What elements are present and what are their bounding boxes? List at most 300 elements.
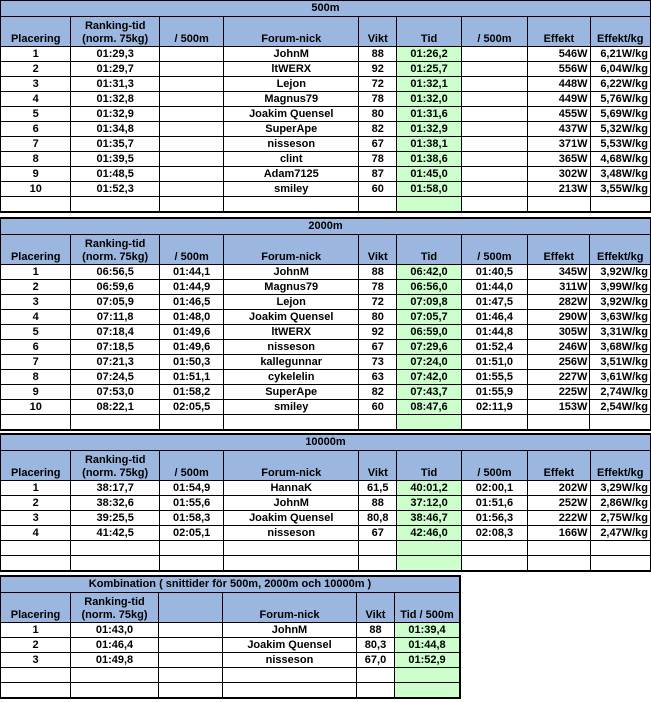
- cell-placering: 10: [1, 182, 71, 197]
- cell-pace: [159, 47, 223, 62]
- cell-tid: [397, 556, 461, 571]
- cell-placering: 3: [1, 77, 71, 92]
- cell-forum-nick: Joakim Quensel: [224, 107, 359, 122]
- cell-ranking: 07:18,5: [71, 340, 160, 355]
- cell-pace2: [461, 77, 527, 92]
- header-tid: Tid: [397, 17, 461, 47]
- cell-placering: 3: [1, 511, 71, 526]
- cell-vikt: 88: [359, 265, 397, 280]
- cell-placering: 3: [1, 295, 71, 310]
- table-500m: [0, 0, 651, 212]
- cell-tid: 07:09,8: [397, 295, 461, 310]
- cell-effekt-kg: 6,04W/kg: [590, 62, 650, 77]
- table-row: [1, 77, 651, 92]
- cell-ranking: [71, 197, 160, 212]
- cell-forum-nick: Lejon: [224, 77, 359, 92]
- header-vikt: Vikt: [359, 235, 397, 265]
- cell-forum-nick: Joakim Quensel: [224, 310, 359, 325]
- cell-forum-nick: [224, 541, 359, 556]
- header-vikt: Vikt: [359, 451, 397, 481]
- cell-tid: 01:38,6: [397, 152, 461, 167]
- cell-pace2: 01:52,4: [461, 340, 527, 355]
- cell-forum-nick: cykelelin: [224, 370, 359, 385]
- cell-pace2: [461, 556, 527, 571]
- cell-tid: 01:32,9: [397, 122, 461, 137]
- cell-effekt: 302W: [528, 167, 590, 182]
- table-row: [1, 340, 651, 355]
- cell-ranking: 07:18,4: [71, 325, 160, 340]
- cell-ranking: [71, 668, 159, 683]
- table-row: [1, 167, 651, 182]
- table-title: 2000m: [1, 219, 651, 235]
- cell-vikt: 67: [359, 340, 397, 355]
- table-row: [1, 137, 651, 152]
- cell-effekt: 227W: [528, 370, 590, 385]
- cell-pace: [159, 541, 223, 556]
- cell-placering: 1: [1, 265, 71, 280]
- cell-placering: [1, 668, 71, 683]
- cell-effekt-kg: 3,99W/kg: [590, 280, 651, 295]
- cell-effekt-kg: 2,54W/kg: [590, 400, 651, 415]
- table-row: [1, 385, 651, 400]
- cell-pace: [159, 167, 223, 182]
- cell-effekt: 455W: [528, 107, 590, 122]
- table-row: [1, 325, 651, 340]
- cell-pace2: 02:08,3: [461, 526, 527, 541]
- header-tid-per500: Tid / 500m: [395, 593, 460, 623]
- cell-vikt: 72: [359, 295, 397, 310]
- cell-placering: 6: [1, 340, 71, 355]
- table-row: [1, 182, 651, 197]
- cell-effekt-kg: 3,92W/kg: [590, 295, 651, 310]
- cell-tid: 07:24,0: [397, 355, 461, 370]
- cell-ranking: [71, 683, 159, 698]
- header-effekt-kg: Effekt/kg: [590, 451, 650, 481]
- cell-pace2: [461, 197, 527, 212]
- table-row: [1, 295, 651, 310]
- cell-pace2: 01:44,0: [461, 280, 527, 295]
- cell-placering: 4: [1, 526, 71, 541]
- cell-tid: 01:32,1: [397, 77, 461, 92]
- cell-ranking: 01:52,3: [71, 182, 160, 197]
- cell-ranking: 08:22,1: [71, 400, 160, 415]
- cell-ranking: 07:21,3: [71, 355, 160, 370]
- header-effekt-kg: Effekt/kg: [590, 235, 651, 265]
- cell-placering: [1, 541, 71, 556]
- cell-effekt: 437W: [528, 122, 590, 137]
- cell-effekt-kg: 3,61W/kg: [590, 370, 651, 385]
- cell-tid: [397, 415, 461, 430]
- table-row: [1, 541, 651, 556]
- cell-effekt: 166W: [528, 526, 590, 541]
- header-effekt: Effekt: [528, 235, 590, 265]
- cell-pace2: [461, 182, 527, 197]
- cell-pace: [159, 137, 223, 152]
- cell-ranking: 01:29,7: [71, 62, 160, 77]
- header-effekt-kg: Effekt/kg: [590, 17, 650, 47]
- cell-vikt: 88: [359, 496, 397, 511]
- cell-ranking: 07:05,9: [71, 295, 160, 310]
- cell-pace: [159, 556, 223, 571]
- cell-placering: 1: [1, 47, 71, 62]
- cell-forum-nick: Joakim Quensel: [224, 511, 359, 526]
- cell-tid-per500: 01:52,9: [395, 653, 460, 668]
- cell-ranking: 38:32,6: [71, 496, 160, 511]
- table-row: [1, 496, 651, 511]
- cell-effekt: 256W: [528, 355, 590, 370]
- cell-vikt: 67: [359, 137, 397, 152]
- cell-ranking: 01:32,8: [71, 92, 160, 107]
- cell-vikt: 92: [359, 62, 397, 77]
- header-tid: Tid: [397, 451, 461, 481]
- cell-pace2: [461, 107, 527, 122]
- cell-placering: [1, 683, 71, 698]
- table-row: [1, 107, 651, 122]
- cell-effekt: 252W: [528, 496, 590, 511]
- cell-effekt-kg: 5,69W/kg: [590, 107, 650, 122]
- table-row: [1, 481, 651, 496]
- cell-pace2: 01:51,6: [461, 496, 527, 511]
- header-ranking: Ranking-tid (norm. 75kg): [71, 17, 160, 47]
- cell-vikt: 78: [359, 92, 397, 107]
- cell-pace: [159, 62, 223, 77]
- cell-ranking: 41:42,5: [71, 526, 160, 541]
- header-ranking: Ranking-tid (norm. 75kg): [71, 451, 160, 481]
- cell-tid: 01:31,6: [397, 107, 461, 122]
- cell-tid: 40:01,2: [397, 481, 461, 496]
- cell-placering: 7: [1, 355, 71, 370]
- cell-effekt: [528, 541, 590, 556]
- table-kombination: [0, 576, 460, 698]
- cell-ranking: 07:53,0: [71, 385, 160, 400]
- cell-vikt: 60: [359, 182, 397, 197]
- header-forum-nick: Forum-nick: [224, 17, 359, 47]
- cell-pace2: [461, 167, 527, 182]
- cell-forum-nick: Magnus79: [224, 92, 359, 107]
- table-row: [1, 62, 651, 77]
- cell-effekt: 345W: [528, 265, 590, 280]
- cell-effekt: 546W: [528, 47, 590, 62]
- cell-effekt: [528, 556, 590, 571]
- cell-ranking: 07:11,8: [71, 310, 160, 325]
- cell-pace2: [461, 415, 527, 430]
- cell-tid-per500: 01:44,8: [395, 638, 460, 653]
- cell-tid: 01:26,2: [397, 47, 461, 62]
- cell-forum-nick: smiley: [224, 400, 359, 415]
- cell-effekt: 365W: [528, 152, 590, 167]
- cell-pace2: 01:46,4: [461, 310, 527, 325]
- cell-ranking: [71, 556, 160, 571]
- cell-tid: 01:58,0: [397, 182, 461, 197]
- cell-effekt: 153W: [528, 400, 590, 415]
- cell-pace: [159, 152, 223, 167]
- cell-pace: 01:54,9: [159, 481, 223, 496]
- cell-effekt-kg: [590, 415, 651, 430]
- table-row: [1, 511, 651, 526]
- cell-pace: [159, 77, 223, 92]
- cell-ranking: 39:25,5: [71, 511, 160, 526]
- cell-tid: [397, 197, 461, 212]
- cell-effekt-kg: 6,21W/kg: [590, 47, 650, 62]
- table-row: [1, 653, 460, 668]
- cell-vikt: 72: [359, 77, 397, 92]
- cell-ranking: 01:46,4: [71, 638, 159, 653]
- cell-vikt: 87: [359, 167, 397, 182]
- cell-pace2: 01:56,3: [461, 511, 527, 526]
- cell-effekt: 213W: [528, 182, 590, 197]
- cell-effekt: 225W: [528, 385, 590, 400]
- cell-forum-nick: nisseson: [224, 340, 359, 355]
- cell-effekt-kg: 3,31W/kg: [590, 325, 651, 340]
- cell-pace: 01:44,1: [159, 265, 223, 280]
- cell-placering: [1, 415, 71, 430]
- cell-pace: [159, 107, 223, 122]
- cell-placering: 1: [1, 481, 71, 496]
- header-effekt: Effekt: [528, 451, 590, 481]
- cell-placering: 2: [1, 638, 71, 653]
- header-pace: / 500m: [159, 17, 223, 47]
- cell-ranking: 07:24,5: [71, 370, 160, 385]
- cell-placering: 5: [1, 107, 71, 122]
- cell-effekt: 282W: [528, 295, 590, 310]
- cell-pace: [159, 683, 223, 698]
- cell-effekt-kg: 3,48W/kg: [590, 167, 650, 182]
- cell-pace2: [461, 47, 527, 62]
- cell-tid: 37:12,0: [397, 496, 461, 511]
- cell-effekt-kg: [590, 556, 650, 571]
- cell-placering: 10: [1, 400, 71, 415]
- cell-ranking: 01:34,8: [71, 122, 160, 137]
- cell-vikt: [359, 197, 397, 212]
- cell-ranking: 01:35,7: [71, 137, 160, 152]
- cell-effekt: [528, 197, 590, 212]
- cell-tid-per500: [395, 683, 460, 698]
- cell-pace2: 01:55,5: [461, 370, 527, 385]
- cell-forum-nick: nisseson: [223, 653, 357, 668]
- cell-pace: 01:58,3: [159, 511, 223, 526]
- table-row: [1, 370, 651, 385]
- cell-tid: 01:32,0: [397, 92, 461, 107]
- cell-effekt-kg: 4,68W/kg: [590, 152, 650, 167]
- cell-pace: [159, 623, 223, 638]
- cell-pace: [159, 415, 223, 430]
- cell-effekt-kg: 2,75W/kg: [590, 511, 650, 526]
- cell-forum-nick: kallegunnar: [224, 355, 359, 370]
- cell-pace: 01:50,3: [159, 355, 223, 370]
- cell-vikt: 80,3: [357, 638, 395, 653]
- cell-pace2: 02:11,9: [461, 400, 527, 415]
- cell-vikt: 92: [359, 325, 397, 340]
- cell-forum-nick: Lejon: [224, 295, 359, 310]
- cell-vikt: 88: [359, 47, 397, 62]
- cell-vikt: 60: [359, 400, 397, 415]
- cell-pace: 01:49,6: [159, 325, 223, 340]
- cell-ranking: 01:39,5: [71, 152, 160, 167]
- table-title: Kombination ( snittider för 500m, 2000m och 10000m ): [1, 577, 460, 593]
- cell-pace: [159, 197, 223, 212]
- cell-pace: 01:48,0: [159, 310, 223, 325]
- header-pace: / 500m: [159, 451, 223, 481]
- cell-tid: 06:59,0: [397, 325, 461, 340]
- cell-effekt: 305W: [528, 325, 590, 340]
- cell-effekt: 449W: [528, 92, 590, 107]
- cell-ranking: 01:31,3: [71, 77, 160, 92]
- table-row: [1, 197, 651, 212]
- header-forum-nick: Forum-nick: [223, 593, 357, 623]
- cell-vikt: 80: [359, 107, 397, 122]
- header-placering: Placering: [1, 17, 71, 47]
- cell-pace2: 01:47,5: [461, 295, 527, 310]
- cell-pace: 01:51,1: [159, 370, 223, 385]
- cell-pace: [159, 92, 223, 107]
- cell-pace2: [461, 137, 527, 152]
- cell-placering: 1: [1, 623, 71, 638]
- cell-forum-nick: JohnM: [224, 265, 359, 280]
- table-row: [1, 310, 651, 325]
- cell-forum-nick: nisseson: [224, 137, 359, 152]
- cell-pace: 01:49,6: [159, 340, 223, 355]
- table-row: [1, 47, 651, 62]
- cell-placering: 2: [1, 496, 71, 511]
- table-10000m: [0, 434, 651, 571]
- table-row: [1, 668, 460, 683]
- cell-tid: 01:25,7: [397, 62, 461, 77]
- header-pace: / 500m: [159, 235, 223, 265]
- cell-forum-nick: [224, 197, 359, 212]
- cell-tid: 07:43,7: [397, 385, 461, 400]
- cell-forum-nick: smiley: [224, 182, 359, 197]
- cell-pace2: [461, 92, 527, 107]
- table-row: [1, 683, 460, 698]
- table-row: [1, 623, 460, 638]
- cell-forum-nick: SuperApe: [224, 385, 359, 400]
- cell-forum-nick: [224, 415, 359, 430]
- table-title: 500m: [1, 1, 651, 17]
- cell-vikt: [357, 668, 395, 683]
- cell-placering: [1, 556, 71, 571]
- cell-pace: 01:44,9: [159, 280, 223, 295]
- header-pace: [159, 593, 223, 623]
- cell-ranking: 01:43,0: [71, 623, 159, 638]
- header-ranking: Ranking-tid (norm. 75kg): [71, 235, 160, 265]
- cell-pace: [159, 182, 223, 197]
- header-tid: Tid: [397, 235, 461, 265]
- cell-tid: 07:05,7: [397, 310, 461, 325]
- cell-effekt: 202W: [528, 481, 590, 496]
- cell-effekt-kg: 5,53W/kg: [590, 137, 650, 152]
- cell-effekt: 448W: [528, 77, 590, 92]
- cell-effekt: [528, 415, 590, 430]
- cell-pace: 01:55,6: [159, 496, 223, 511]
- cell-pace: 02:05,5: [159, 400, 223, 415]
- cell-vikt: 78: [359, 152, 397, 167]
- cell-tid-per500: [395, 668, 460, 683]
- header-effekt: Effekt: [528, 17, 590, 47]
- cell-effekt: 222W: [528, 511, 590, 526]
- cell-vikt: [359, 541, 397, 556]
- header-forum-nick: Forum-nick: [224, 451, 359, 481]
- cell-placering: 8: [1, 370, 71, 385]
- cell-placering: 2: [1, 280, 71, 295]
- cell-placering: 6: [1, 122, 71, 137]
- cell-pace: 01:46,5: [159, 295, 223, 310]
- cell-forum-nick: JohnM: [223, 623, 357, 638]
- cell-vikt: 80: [359, 310, 397, 325]
- cell-placering: 5: [1, 325, 71, 340]
- cell-forum-nick: SuperApe: [224, 122, 359, 137]
- cell-vikt: 61,5: [359, 481, 397, 496]
- table-title: 10000m: [1, 435, 651, 451]
- cell-forum-nick: ltWERX: [224, 62, 359, 77]
- cell-effekt: 311W: [528, 280, 590, 295]
- cell-effekt-kg: 3,92W/kg: [590, 265, 651, 280]
- cell-tid: [397, 541, 461, 556]
- cell-tid: 07:42,0: [397, 370, 461, 385]
- cell-forum-nick: [223, 668, 357, 683]
- cell-pace: [159, 638, 223, 653]
- cell-effekt-kg: 3,29W/kg: [590, 481, 650, 496]
- table-row: [1, 122, 651, 137]
- cell-forum-nick: HannaK: [224, 481, 359, 496]
- table-row: [1, 355, 651, 370]
- cell-forum-nick: Joakim Quensel: [223, 638, 357, 653]
- cell-effekt: 290W: [528, 310, 590, 325]
- cell-pace: 02:05,1: [159, 526, 223, 541]
- cell-placering: [1, 197, 71, 212]
- table-row: [1, 526, 651, 541]
- cell-vikt: 78: [359, 280, 397, 295]
- table-row: [1, 280, 651, 295]
- cell-tid: 42:46,0: [397, 526, 461, 541]
- cell-pace2: 01:40,5: [461, 265, 527, 280]
- cell-tid: 08:47,6: [397, 400, 461, 415]
- header-pace2: / 500m: [461, 17, 527, 47]
- cell-vikt: 80,8: [359, 511, 397, 526]
- cell-forum-nick: JohnM: [224, 47, 359, 62]
- table-row: [1, 556, 651, 571]
- cell-forum-nick: Magnus79: [224, 280, 359, 295]
- cell-placering: 4: [1, 310, 71, 325]
- cell-effekt-kg: 2,47W/kg: [590, 526, 650, 541]
- header-ranking: Ranking-tid (norm. 75kg): [71, 593, 159, 623]
- cell-placering: 4: [1, 92, 71, 107]
- cell-effekt-kg: 3,68W/kg: [590, 340, 651, 355]
- cell-effekt-kg: 2,86W/kg: [590, 496, 650, 511]
- cell-forum-nick: ltWERX: [224, 325, 359, 340]
- cell-placering: 2: [1, 62, 71, 77]
- cell-placering: 9: [1, 385, 71, 400]
- header-vikt: Vikt: [359, 17, 397, 47]
- table-row: [1, 92, 651, 107]
- header-placering: Placering: [1, 451, 71, 481]
- cell-placering: 8: [1, 152, 71, 167]
- header-pace2: / 500m: [461, 235, 527, 265]
- cell-forum-nick: Adam7125: [224, 167, 359, 182]
- cell-vikt: [359, 415, 397, 430]
- cell-ranking: 01:49,8: [71, 653, 159, 668]
- cell-ranking: [71, 415, 160, 430]
- cell-tid: 01:38,1: [397, 137, 461, 152]
- cell-effekt-kg: 5,32W/kg: [590, 122, 650, 137]
- cell-pace: [159, 668, 223, 683]
- cell-ranking: 38:17,7: [71, 481, 160, 496]
- cell-effekt: 246W: [528, 340, 590, 355]
- cell-forum-nick: [223, 683, 357, 698]
- cell-effekt-kg: 3,55W/kg: [590, 182, 650, 197]
- cell-vikt: 63: [359, 370, 397, 385]
- cell-vikt: [357, 683, 395, 698]
- cell-pace2: 01:55,9: [461, 385, 527, 400]
